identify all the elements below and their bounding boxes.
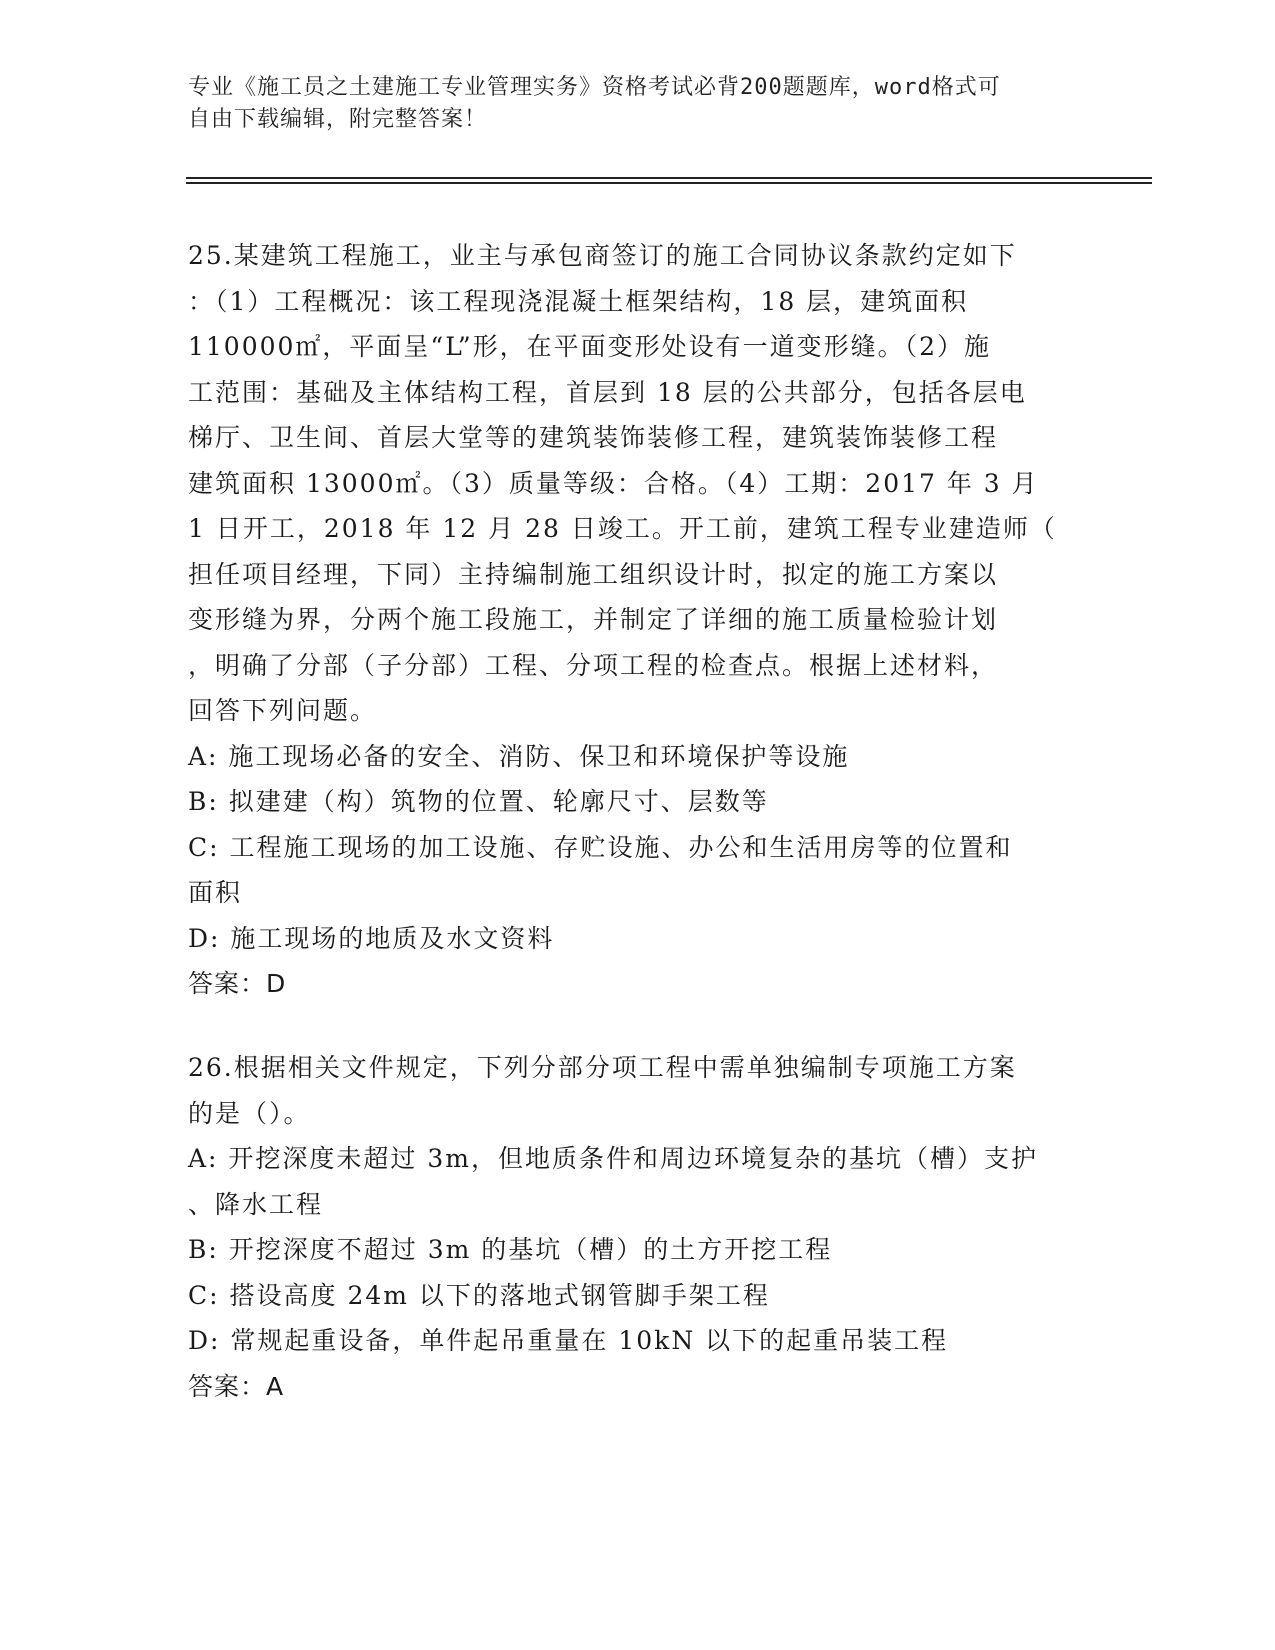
question-stem-line: 110000㎡，平面呈“L”形，在平面变形处设有一道变形缝。（2）施 — [188, 332, 992, 361]
option-b: B: 拟建建（构）筑物的位置、轮廓尺寸、层数等 — [188, 787, 769, 816]
question-stem-line: 工范围：基础及主体结构工程，首层到 18 层的公共部分，包括各层电 — [188, 377, 1027, 407]
question-stem-line: ：（1）工程概况：该工程现浇混凝土框架结构，18 层，建筑面积 — [188, 286, 969, 316]
option-c-continued: 面积 — [188, 878, 243, 907]
option-a: A: 开挖深度未超过 3m，但地质条件和周边环境复杂的基坑（槽）支护 — [188, 1144, 1038, 1173]
question-stem-line: 回答下列问题。 — [188, 696, 378, 725]
document-header — [188, 72, 1068, 136]
option-a-continued: 、降水工程 — [188, 1189, 324, 1219]
question-stem-line: 1 日开工，2018 年 12 月 28 日竣工。开工前，建筑工程专业建造师（ — [188, 514, 1057, 543]
header-title-line-2: 自由下载编辑，附完整答案！ — [188, 107, 488, 132]
question-stem-line: 梯厅、卫生间、首层大堂等的建筑装饰装修工程，建筑装饰装修工程 — [188, 423, 999, 452]
question-26 — [188, 1045, 1088, 1409]
option-a: A: 施工现场必备的安全、消防、保卫和环境保护等设施 — [188, 741, 850, 771]
option-c: C: 工程施工现场的加工设施、存贮设施、办公和生活用房等的位置和 — [188, 832, 1013, 862]
answer-label: 答案：D — [188, 969, 287, 998]
header-title-line-1: 专业《施工员之土建施工专业管理实务》资格考试必背200题题库，word格式可 — [188, 75, 1001, 100]
question-stem-line: 25.某建筑工程施工，业主与承包商签订的施工合同协议条款约定如下 — [188, 241, 1017, 270]
option-b: B: 开挖深度不超过 3m 的基坑（槽）的土方开挖工程 — [188, 1235, 833, 1264]
option-c: C: 搭设高度 24m 以下的落地式钢管脚手架工程 — [188, 1280, 770, 1310]
question-stem-line: 的是（）。 — [188, 1098, 311, 1128]
question-stem-line: 26.根据相关文件规定，下列分部分项工程中需单独编制专项施工方案 — [188, 1053, 1017, 1082]
header-divider-bottom — [186, 182, 1152, 184]
question-stem-line: 建筑面积 13000㎡。（3）质量等级：合格。（4）工期：2017 年 3 月 — [188, 468, 1039, 498]
question-stem-line: ，明确了分部（子分部）工程、分项工程的检查点。根据上述材料， — [188, 650, 999, 680]
question-stem-line: 变形缝为界，分两个施工段施工，并制定了详细的施工质量检验计划 — [188, 605, 999, 634]
question-25 — [188, 233, 1088, 1007]
header-divider-top — [186, 177, 1152, 179]
question-stem-line: 担任项目经理，下同）主持编制施工组织设计时，拟定的施工方案以 — [188, 559, 999, 589]
option-d: D: 常规起重设备，单件起吊重量在 10kN 以下的起重吊装工程 — [188, 1326, 949, 1355]
option-d: D: 施工现场的地质及水文资料 — [188, 923, 555, 953]
answer-label: 答案：A — [188, 1371, 285, 1401]
